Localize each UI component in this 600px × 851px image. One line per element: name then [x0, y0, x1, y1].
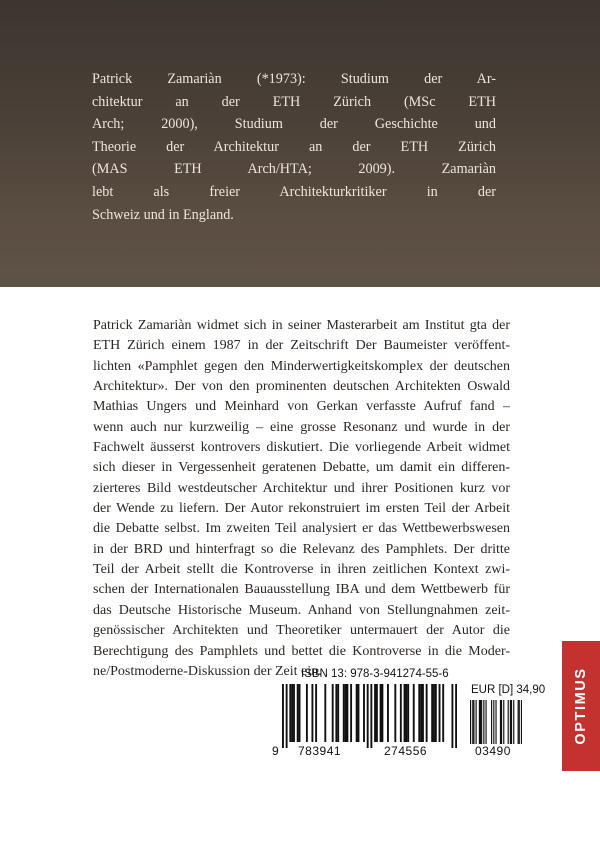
barcode-bar	[413, 684, 415, 742]
barcode-bar	[337, 684, 339, 742]
barcode-bar	[367, 684, 369, 748]
price-barcode-bar	[470, 700, 471, 744]
bio-line: Theorie der Architektur an der ETH Zürich	[92, 138, 496, 155]
blurb-line: zierteres Bild westdeutscher Architektur und ihrer Positionen kurz vor	[93, 480, 510, 496]
barcode-bar	[381, 684, 383, 742]
blurb-line: ETH Zürich einem 1987 in der Zeitschrift Der Baumeister veröffent-	[93, 338, 510, 354]
blurb-line: lichten «Pamphlet gegen den Minderwertigkeitskomplex der deutschen	[93, 358, 510, 374]
book-blurb	[93, 316, 510, 682]
bio-line: chitektur an der ETH Zürich (MSc ETH	[92, 93, 496, 110]
barcode-bar	[451, 684, 453, 748]
barcode-bar	[356, 684, 358, 742]
price-barcode-bar	[513, 700, 514, 744]
barcode-digits-right: 274556	[384, 744, 428, 758]
bio-line: Schweiz und in England.	[92, 206, 234, 223]
blurb-line: genössischer Architekten und Theoretiker untermauert der Autor die	[93, 623, 510, 639]
blurb-line: schen der Internationalen Bauausstellung IBA und dem Wettbewerb für	[93, 582, 510, 598]
price-barcode-bar	[472, 700, 473, 744]
blurb-line: die Debatte selbst. Im zweiten Teil analysiert er das Wettbewerbswesen	[93, 521, 510, 537]
price-barcode-bar	[481, 700, 482, 744]
barcode-bar	[346, 684, 348, 742]
price-barcode-bar	[493, 700, 494, 744]
price-barcode-bar	[500, 700, 501, 744]
barcode-bar	[324, 684, 326, 742]
barcode-bar	[335, 684, 337, 742]
blurb-line: ne/Postmoderne-Diskussion der Zeit ein.	[93, 663, 322, 679]
barcode-bar	[358, 684, 360, 742]
price-barcode-bar	[473, 700, 474, 744]
blurb-line: in der BRD und hinterfragt so die Relevanz des Pamphlets. Der dritte	[93, 541, 510, 557]
blurb-line: Fachwelt äusserst kontrovers diskutiert. Die vorliegende Arbeit widmet	[93, 440, 510, 456]
isbn-barcode	[282, 684, 457, 748]
bio-line: (MAS ETH Arch/HTA; 2009). Zamariàn	[92, 161, 496, 178]
bio-line: Arch; 2000), Studium der Geschichte und	[92, 116, 496, 133]
barcode-bar	[387, 684, 389, 742]
price-barcode-bar	[503, 700, 504, 744]
barcode-bar	[350, 684, 352, 742]
barcode-bar	[345, 684, 347, 742]
price-code-digits: 03490	[475, 744, 511, 758]
blurb-line: das Deutsche Historische Museum. Anhand von Stellungnahmen zeit-	[93, 602, 510, 618]
price-barcode-bar	[485, 700, 486, 744]
price-barcode	[470, 700, 522, 744]
barcode-bar	[404, 684, 406, 742]
barcode-bar	[291, 684, 293, 742]
barcode-bar	[418, 684, 420, 742]
price-barcode-bar	[480, 700, 481, 744]
blurb-line: Architektur». Der von den prominenten deutschen Architekten Oswald	[93, 379, 510, 395]
isbn-label: ISBN 13: 978-3-941274-55-6	[301, 668, 449, 680]
bio-line: Patrick Zamariàn (*1973): Studium der Ar-	[92, 71, 496, 87]
barcode-bar	[407, 684, 409, 742]
barcode-bar	[311, 684, 313, 742]
barcode-bar	[363, 684, 365, 742]
barcode-bar	[400, 684, 402, 742]
barcode-bar	[370, 684, 372, 748]
barcode-bar	[420, 684, 422, 742]
barcode-bar	[315, 684, 317, 742]
blurb-line: Mathias Ungers und Meinhard von Gerkan verfasste Aufruf fand –	[93, 399, 510, 415]
price-barcode-bar	[479, 700, 480, 744]
bio-line: lebt als freier Architekturkritiker in der	[92, 183, 496, 200]
blurb-line: Teil der Arbeit stellt die Kontroverse in ihren zeitlichen Kontext zwi-	[93, 562, 510, 578]
barcode-bar	[442, 684, 444, 742]
barcode-bar	[299, 684, 301, 742]
barcode-bar	[332, 684, 334, 742]
author-bio-panel	[0, 0, 600, 287]
barcode-bar	[343, 684, 345, 742]
barcode-bar	[405, 684, 407, 742]
barcode-bar	[374, 684, 376, 742]
price-label: EUR [D] 34,90	[471, 684, 546, 696]
barcode-bar	[439, 684, 441, 742]
barcode-bar	[376, 684, 378, 742]
barcode-bar	[289, 684, 291, 742]
barcode-bar	[282, 684, 284, 748]
barcode-digits-left: 783941	[298, 744, 342, 758]
price-barcode-bar	[501, 700, 502, 744]
barcode-bar	[433, 684, 435, 742]
blurb-line: Berechtigung des Pamphlets und bettet die Kontroverse in die Moder-	[93, 643, 510, 659]
blurb-line: Patrick Zamariàn widmet sich in seiner Masterarbeit am Institut gta der	[93, 318, 510, 333]
barcode-bar	[297, 684, 299, 742]
price-barcode-bar	[510, 700, 511, 744]
barcode-bar	[394, 684, 396, 742]
barcode-bar	[286, 684, 288, 748]
barcode-bar	[422, 684, 424, 742]
price-barcode-bar	[495, 700, 496, 744]
price-barcode-bar	[508, 700, 509, 744]
price-barcode-bar	[491, 700, 492, 744]
price-barcode-bar	[483, 700, 484, 744]
publisher-logo: OPTIMUS	[573, 667, 589, 745]
price-barcode-bar	[519, 700, 520, 744]
price-barcode-bar	[511, 700, 512, 744]
author-bio	[92, 68, 496, 226]
price-barcode-bar	[518, 700, 519, 744]
barcode-bar	[380, 684, 382, 742]
blurb-line: der Wende zu liefern. Der Autor rekonstruiert im ersten Teil der Arbeit	[93, 501, 510, 517]
barcode-bar	[426, 684, 428, 742]
publisher-tab	[562, 641, 600, 771]
barcode-bar	[431, 684, 433, 742]
price-barcode-bar	[476, 700, 477, 744]
blurb-line: sich dieser in Vergessenheit geratenen Debatte, um damit ein differen-	[93, 460, 510, 476]
barcode-bar	[306, 684, 308, 742]
blurb-line: wenn auch nur kurzweilig – eine grosse Resonanz und wurde in der	[93, 419, 510, 435]
barcode-bar	[293, 684, 295, 742]
barcode-digit-first: 9	[272, 744, 280, 758]
barcode-bar	[435, 684, 437, 742]
barcode-bar	[455, 684, 457, 748]
price-barcode-bar	[521, 700, 522, 744]
